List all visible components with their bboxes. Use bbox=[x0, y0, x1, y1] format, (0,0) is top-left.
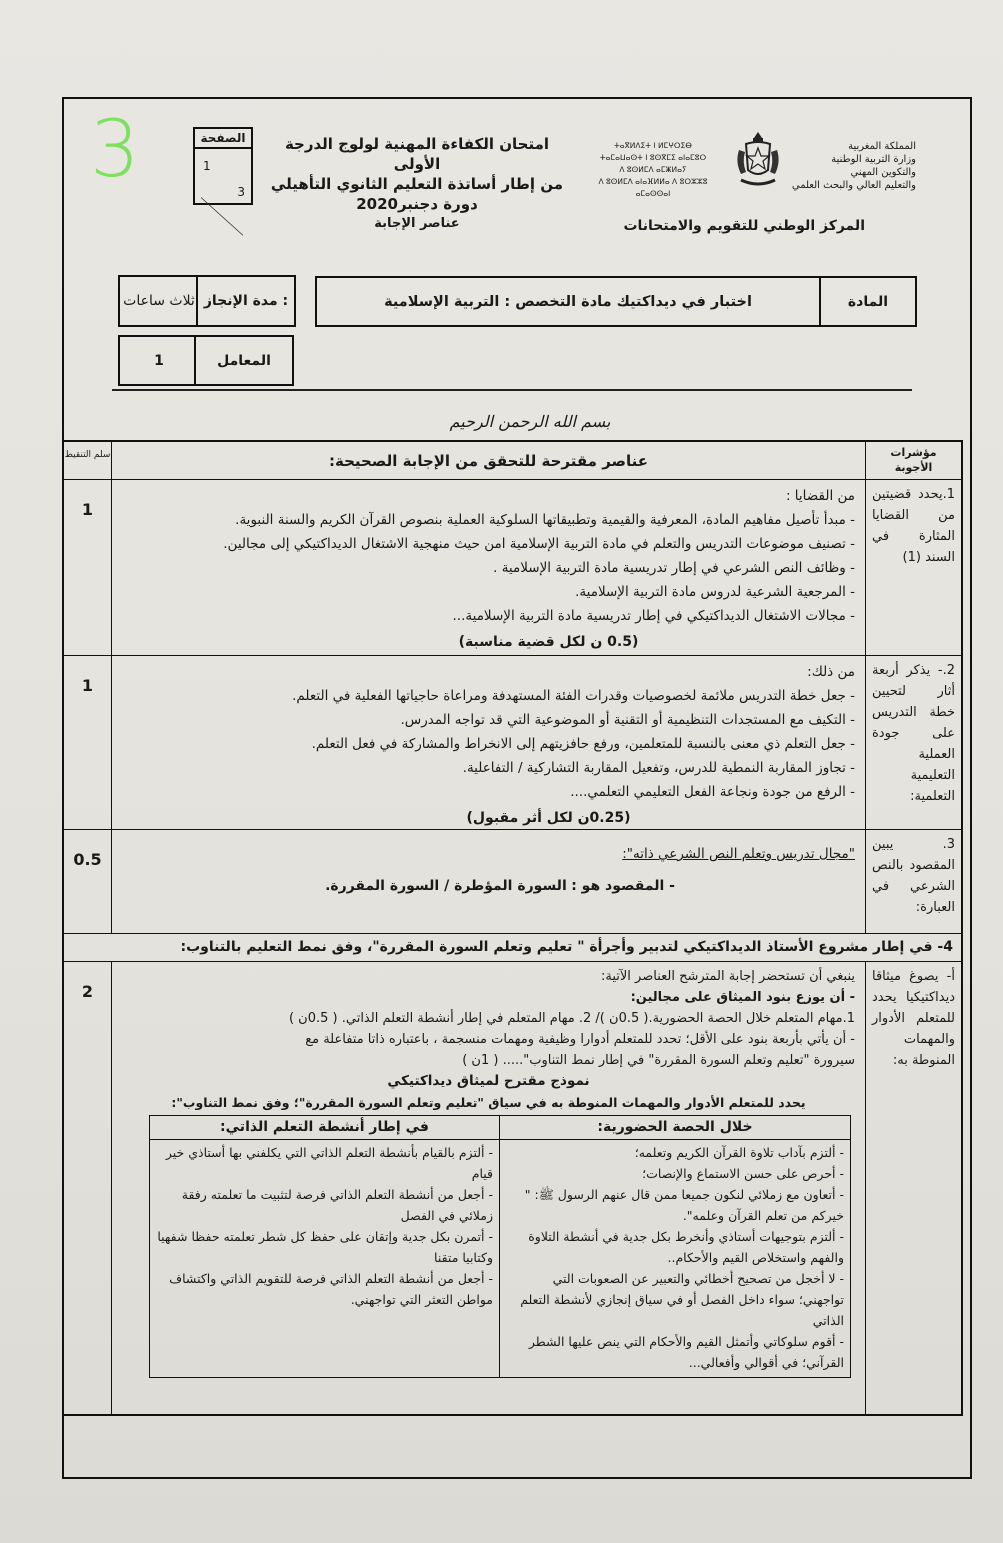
row-mark: 1 bbox=[64, 480, 112, 655]
list-item: - ألتزم بآداب تلاوة القرآن الكريم وتعلمه؛ bbox=[634, 1145, 844, 1160]
exam-session: دورة دجنبر2020 bbox=[356, 195, 478, 213]
charter-col-self-title: في إطار أنشطة التعلم الذاتي: bbox=[150, 1116, 499, 1140]
charter-col-self bbox=[150, 1116, 500, 1377]
page-box-total: 3 bbox=[237, 185, 245, 199]
row-mark: 2 bbox=[64, 962, 112, 1414]
exam-title-line1: امتحان الكفاءة المهنية لولوج الدرجة الأولى bbox=[284, 135, 550, 173]
list-item: - جعل التعلم ذي معنى بالنسبة للمتعلمين، ورفع حافزيتهم إلى الانخراط والمشاركة في فعل التعلم. bbox=[311, 736, 855, 752]
list-item: - الرفع من جودة ونجاعة الفعل التعليمي التعلمي.... bbox=[570, 784, 855, 800]
list-item: - أقوم سلوكاتي وأتمثل القيم والأحكام التي ينص عليها الشطر القرآني؛ في أقوالي وأفعالي... bbox=[528, 1334, 844, 1370]
list-item: - أجعل من أنشطة التعلم الذاتي فرصة لتثبيت ما تعلمته رفقة زملائي في الفصل bbox=[181, 1187, 493, 1223]
list-item: - التكيف مع المستجدات التنظيمية أو التقنية أو الموضوعية التي قد تواجه المدرس. bbox=[400, 712, 855, 728]
list-item: - مبدأ تأصيل مفاهيم المادة، المعرفية والقيمية وتطبيقاتها السلوكية العملية بنصوص القرآن الكريم والسنة النبوية. bbox=[235, 512, 855, 528]
page-box-current: 1 bbox=[203, 159, 211, 173]
exam-title bbox=[262, 134, 572, 234]
list-item: - ألتزم بتوجيهات أستاذي وأنخرط بكل جدية في أنشطة التلاوة والفهم واستخلاص القيم والأحكام.. bbox=[528, 1229, 844, 1265]
table-row bbox=[64, 480, 961, 656]
list-item: - المرجعية الشرعية لدروس مادة التربية الإسلامية. bbox=[575, 584, 855, 600]
ministry-tifinagh-1: ⵜⴰⴳⵍⴷⵉⵜ ⵏ ⵍⵎⵖⵔⵉⴱ bbox=[614, 141, 692, 150]
q4-intro: ينبغي أن تستحضر إجابة المترشح العناصر الآتية: bbox=[600, 969, 855, 984]
coefficient-value: 1 bbox=[154, 352, 164, 369]
list-item: - تصنيف موضوعات التدريس والتعلم في مادة التربية الإسلامية امن حيث منهجية الاشتغال الديداكتيكي إلى مجالين. bbox=[223, 536, 855, 552]
header-main: عناصر مقترحة للتحقق من الإجابة الصحيحة: bbox=[328, 452, 649, 470]
row-indicator: 1.يحدد قضيتين من القضايا المثارة في السند (1) bbox=[865, 480, 961, 655]
list-item: - أتمرن بكل جدية وإتقان على حفظ كل شطر تعلمته حفظا شفهيا وكتابيا متقنا bbox=[157, 1229, 493, 1265]
charter-table bbox=[149, 1115, 851, 1378]
subject-box bbox=[315, 276, 917, 327]
coefficient-label: المعامل bbox=[217, 352, 271, 369]
ministry-ar-1: المملكة المغربية bbox=[848, 141, 916, 152]
row-quote: "مجال تدريس وتعلم النص الشرعي ذاته": bbox=[622, 846, 855, 862]
row-scoring-note: (0.25ن لكل أثر مقبول) bbox=[466, 810, 631, 826]
list-item: - تجاوز المقاربة النمطية للدرس، وتفعيل المقاربة التشاركية / التفاعلية. bbox=[462, 760, 855, 776]
row-intro: من ذلك: bbox=[807, 664, 855, 680]
duration-label: مدة الإنجاز : bbox=[203, 293, 289, 309]
row-indicator: 3. يبين المقصود بالنص الشرعي في العبارة: bbox=[865, 830, 961, 933]
answer-elements: عناصر الإجابة bbox=[374, 216, 460, 231]
row-indicator: 2.- يذكر أربعة أثار لتحيين خطة التدريس على جودة العملية التعليمية التعلمية: bbox=[865, 656, 961, 829]
header-indicators: مؤشرات الأجوبة bbox=[865, 442, 961, 479]
row-content bbox=[112, 480, 865, 655]
exam-title-line2: من إطار أساتذة التعليم الثانوي التأهيلي bbox=[270, 175, 564, 193]
header-separator bbox=[112, 389, 912, 391]
list-item: - ألتزم بالقيام بأنشطة التعلم الذاتي التي يكلفني بها أستاذي خير قيام bbox=[165, 1145, 493, 1181]
ministry-ar-3: والتكوين المهني bbox=[850, 167, 916, 178]
page-box-label: الصفحة bbox=[195, 131, 251, 149]
q4-title: 4- في إطار مشروع الأستاذ الديداكتيكي لتدبير وأجرأة " تعليم وتعلم السورة المقررة"، وفق نمط التعليم بالتناوب: bbox=[64, 934, 961, 962]
list-item: - لا أخجل من تصحيح أخطائي والتعبير عن الصعوبات التي تواجهني؛ سواء داخل الفصل أو في سياق إنجازي لأنشطة التعلم الذاتي bbox=[520, 1271, 844, 1328]
answer-table bbox=[62, 440, 963, 1416]
q4-model-subtitle: يحدد للمتعلم الأدوار والمهمات المنوطة به في سياق "تعليم وتعلم السورة المقررة"؛ وفق نمط التناوب": bbox=[171, 1095, 806, 1110]
charter-col-presence bbox=[500, 1116, 850, 1377]
royal-emblem-icon bbox=[733, 128, 783, 192]
row-answer-label: - المقصود هو : bbox=[571, 878, 675, 894]
ministry-tifinagh bbox=[588, 140, 718, 200]
row-quote-line bbox=[122, 834, 855, 866]
center-name: المركز الوطني للتقويم والامتحانات bbox=[623, 218, 865, 234]
row-mark: 1 bbox=[64, 656, 112, 829]
coefficient-box bbox=[118, 335, 294, 386]
subject-divider bbox=[819, 278, 821, 325]
ministry-arabic bbox=[786, 140, 916, 192]
table-row bbox=[64, 962, 961, 1414]
row-content bbox=[112, 962, 865, 1414]
duration-value: ثلاث ساعات bbox=[123, 293, 195, 309]
q4-line4: سيرورة "تعليم وتعلم السورة المقررة" في إطار نمط التناوب"..... ( 1ن ) bbox=[462, 1053, 855, 1068]
table-row bbox=[64, 830, 961, 934]
row-content bbox=[112, 830, 865, 933]
ministry-ar-4: والتعليم العالي والبحث العلمي bbox=[791, 180, 916, 191]
q4-line3: - أن يأتي بأربعة بنود على الأقل؛ تحدد للمتعلم أدوارا وظيفية ومهمات منسجمة ، باعتباره ذاتا متفاعلة مع bbox=[305, 1032, 855, 1047]
subject-value: اختبار في ديداكتيك مادة التخصص : التربية الإسلامية bbox=[384, 293, 752, 310]
list-item: - مجالات الاشتغال الديداكتيكي في إطار تدريسية مادة التربية الإسلامية... bbox=[452, 608, 855, 624]
ministry-tifinagh-2: ⵜⴰⵎⴰⵡⴰⵙⵜ ⵏ ⵓⵙⴳⵎⵉ ⴰⵏⴰⵎⵓⵔ bbox=[599, 153, 707, 162]
list-item: - وظائف النص الشرعي في إطار تدريسية مادة التربية الإسلامية . bbox=[493, 560, 855, 576]
q4-line2: 1.مهام المتعلم خلال الحصة الحضورية.( 0.5ن )/ 2. مهام المتعلم في إطار أنشطة التعلم الذاتي. ( 0.5ن ) bbox=[288, 1011, 855, 1026]
q4-line1: - أن يوزع بنود الميثاق على مجالين: bbox=[630, 990, 855, 1005]
list-item: - أحرص على حسن الاستماع والإنصات؛ bbox=[642, 1166, 844, 1181]
row-answer-value: السورة المؤطرة / السورة المقررة. bbox=[325, 878, 567, 894]
list-item: - أجعل من أنشطة التعلم الذاتي فرصة للتقويم الذاتي واكتشاف مواطن التعثر التي تواجهني. bbox=[169, 1271, 493, 1307]
subject-label: المادة bbox=[847, 293, 889, 310]
row-intro: من القضايا : bbox=[785, 488, 855, 504]
ministry-ar-2: وزارة التربية الوطنية bbox=[831, 154, 916, 165]
page-number: 3 bbox=[90, 105, 140, 195]
q4-model-title: نموذج مقترح لميثاق ديداكتيكي bbox=[387, 1073, 590, 1089]
duration-box bbox=[118, 275, 296, 327]
basmala: بسم الله الرحمن الرحيم bbox=[449, 412, 611, 431]
list-item: - جعل خطة التدريس ملائمة لخصوصيات وقدرات الفئة المستهدفة ومراعاة حاجياتها الفعلية في التعلم. bbox=[292, 688, 855, 704]
row-indicator: أ- يصوغ ميثاقا ديداكتيكيا يحدد للمتعلم الأدوار والمهمات المنوطة به: bbox=[865, 962, 961, 1414]
page-box bbox=[193, 127, 253, 205]
table-row bbox=[64, 656, 961, 830]
charter-col-presence-title: خلال الحصة الحضورية: bbox=[500, 1116, 850, 1140]
ministry-tifinagh-4: ⴷ ⵓⵙⵍⵎⴷ ⴰⵏⴰⴼⵍⵍⴰ ⴷ ⵓⵔⵣⵣⵓ ⴰⵎⴰⵙⵙⴰⵏ bbox=[598, 177, 708, 198]
table-header-row bbox=[64, 442, 961, 480]
row-answer bbox=[122, 866, 855, 898]
row-content bbox=[112, 656, 865, 829]
ministry-tifinagh-3: ⴷ ⵓⵙⵍⵎⴷ ⴰⵎⵥⵍⴰⵢ bbox=[619, 165, 687, 174]
list-item: - أتعاون مع زملائي لنكون جميعا ممن قال عنهم الرسول ﷺ: " خيركم من تعلم القرآن وعلمه". bbox=[524, 1187, 844, 1223]
header-mark: سلم التنقيط bbox=[64, 442, 112, 479]
row-mark: 0.5 bbox=[64, 830, 112, 933]
row-scoring-note: (0.5 ن لكل قضية مناسبة) bbox=[458, 634, 639, 650]
